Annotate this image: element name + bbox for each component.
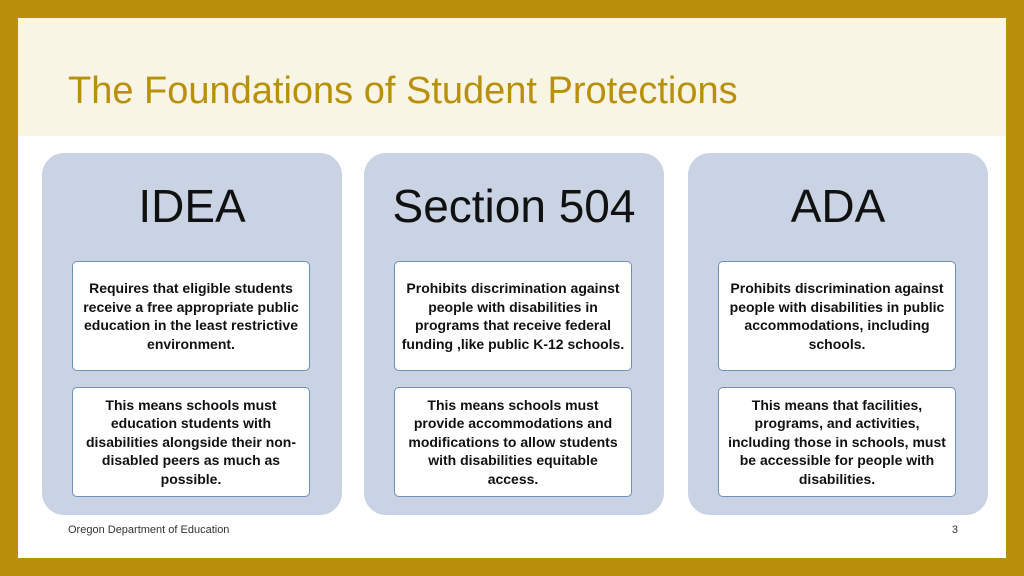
idea-definition-card: Requires that eligible students receive a free appropriate public education in the least restrictive environment. (72, 261, 310, 371)
page-number: 3 (951, 524, 958, 536)
ada-definition-card: Prohibits discrimination against people with disabilities in public accommodations, including schools. (718, 261, 956, 371)
column-idea (42, 153, 342, 515)
column-heading-ada: ADA (790, 180, 886, 232)
column-section-504 (364, 153, 664, 515)
column-heading-idea: IDEA (138, 180, 246, 232)
title-band (18, 18, 1006, 136)
section-504-meaning-card: This means schools must provide accommodations and modifications to allow students with disabilities equitable access. (394, 387, 632, 497)
footer-organization: Oregon Department of Education (68, 524, 230, 536)
column-heading-section-504: Section 504 (392, 180, 636, 232)
slide-title: The Foundations of Student Protections (68, 70, 738, 112)
slide (18, 18, 1006, 558)
section-504-definition-card: Prohibits discrimination against people with disabilities in programs that receive federal funding ,like public K-12 schools. (394, 261, 632, 371)
idea-meaning-card: This means schools must education students with disabilities alongside their non-disabled peers as much as possible. (72, 387, 310, 497)
ada-meaning-card: This means that facilities, programs, and activities, including those in schools, must be accessible for people with disabilities. (718, 387, 956, 497)
column-ada (688, 153, 988, 515)
